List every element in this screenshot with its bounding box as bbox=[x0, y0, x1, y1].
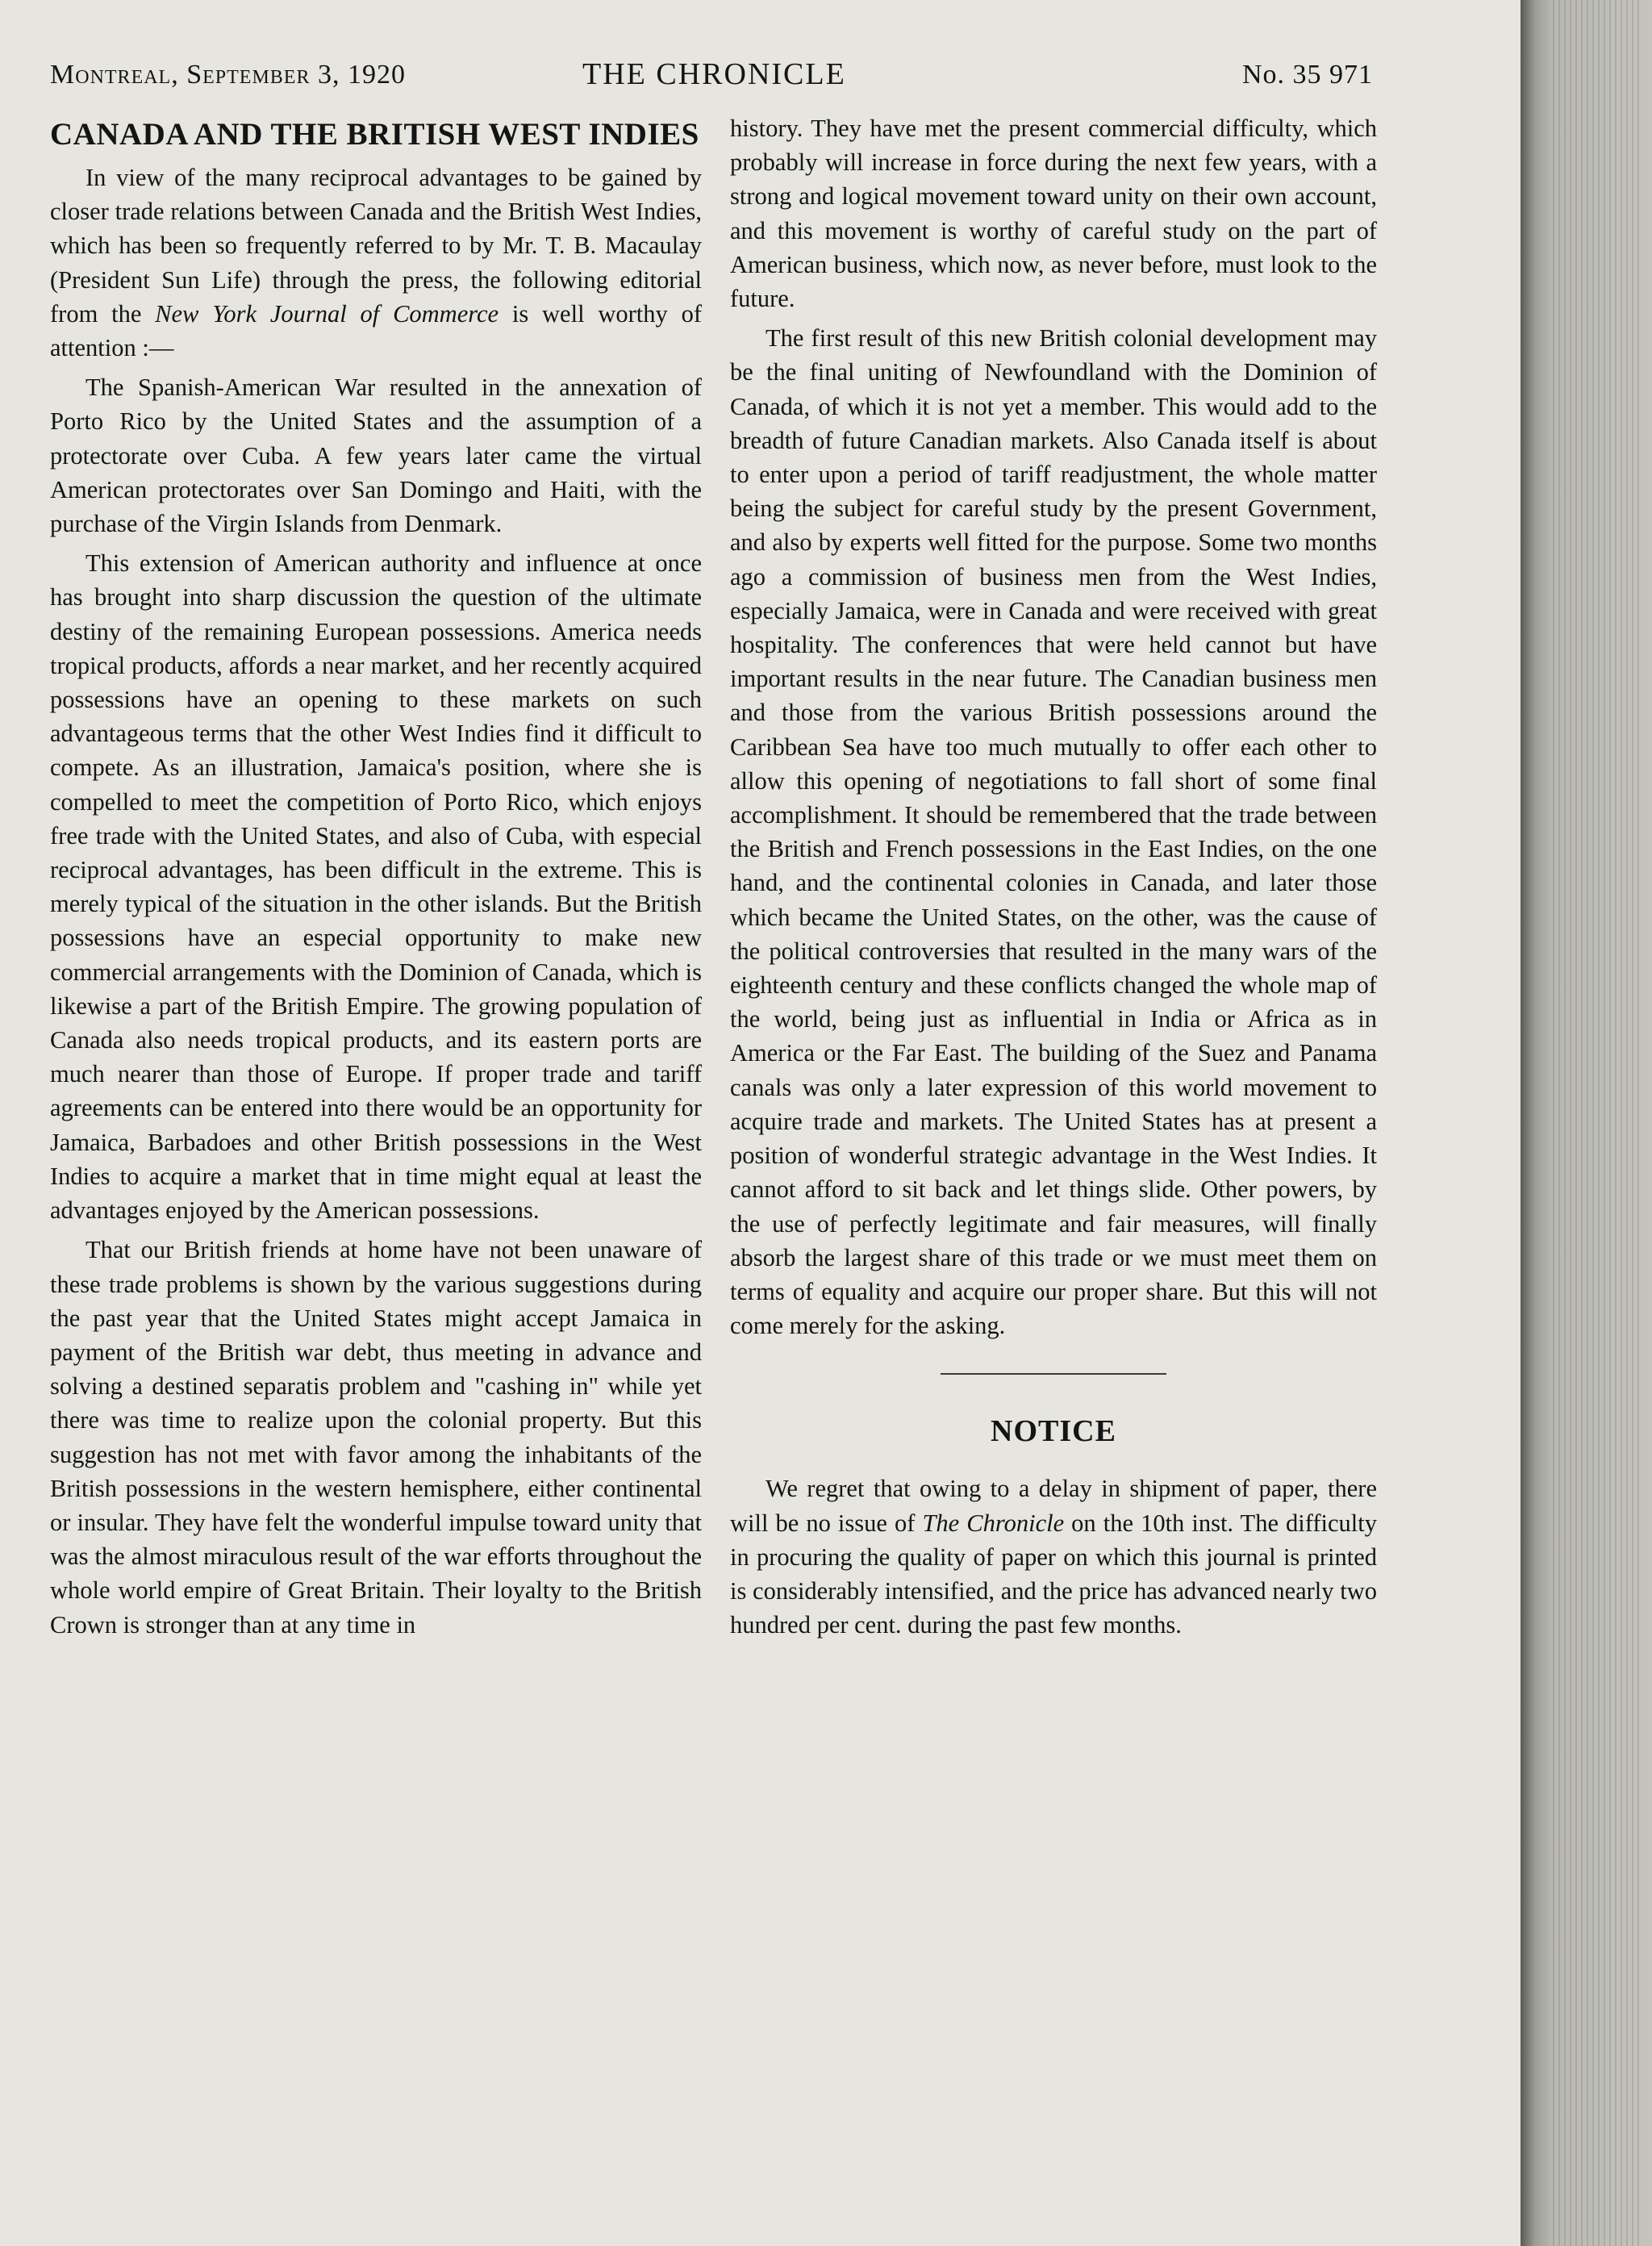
article-paragraph-2: The Spanish-American War resulted in the annexation of Porto Rico by the United States and the assumption of a protectorate over Cuba. A few years later came the virtual American protectorates over San Domingo and Haiti, with the purchase of the Virgin Islands from Denmark. bbox=[50, 374, 702, 538]
header-issue-page: No. 35 971 bbox=[1241, 60, 1373, 90]
section-divider bbox=[941, 1373, 1166, 1375]
header-masthead: THE CHRONICLE bbox=[582, 57, 846, 91]
notice-publication-title: The Chronicle bbox=[922, 1509, 1065, 1537]
notice-text-end: on the 10th inst. The difficulty in procuring the quality of paper on which this journal is printed is considerably intensified, and the price has advanced nearly two hundred per cent. during the past few months. bbox=[730, 1509, 1377, 1639]
article-paragraph-4-continued: history. They have met the present commercial difficulty, which probably will increase in force during the next few years, with a strong and logical movement toward unity on their own account, and this movement is worthy of careful study on the part of American business, which now, as never before, must look to the future. bbox=[730, 115, 1377, 313]
left-column bbox=[50, 111, 702, 1647]
page-stack-lines bbox=[1553, 0, 1642, 2246]
article-headline: CANADA AND THE BRITISH WEST INDIES bbox=[50, 117, 699, 152]
notice-text-start: We regret that owing to a delay in shipment of paper, there will be no issue of bbox=[730, 1475, 1377, 1537]
running-header bbox=[50, 57, 1373, 100]
notice-paragraph bbox=[730, 1472, 1377, 1642]
book-binding-edge bbox=[1521, 0, 1652, 2246]
intro-text-end: is well worthy of attention :— bbox=[50, 299, 702, 362]
notice-heading: NOTICE bbox=[991, 1414, 1116, 1449]
intro-publication-title: New York Journal of Commerce bbox=[155, 299, 499, 328]
article-paragraph-4: That our British friends at home have not been unaware of these trade problems is shown by the various suggestions during the past year that the United States might accept Jamaica in payment of the British war debt, thus meeting in advance and solving a destined separatis problem and "cashing in" while yet there was time to realize upon the colonial property. But this suggestion has not met with favor among the inhabitants of the British possessions in the western hemisphere, either continental or insular. They have felt the wonderful impulse toward unity that was the almost miraculous result of the war efforts throughout the whole world empire of Great Britain. Their loyalty to the British Crown is stronger than at any time in bbox=[50, 1236, 702, 1639]
article-intro-paragraph bbox=[50, 161, 702, 365]
article-paragraph-3: This extension of American authority and influence at once has brought into sharp discussion the question of the ultimate destiny of the remaining European possessions. America needs tropical products, affords a near market, and her recently acquired possessions have an opening to these markets on such advantageous terms that the other West Indies find it difficult to compete. As an illustration, Jamaica's position, where she is compelled to meet the competition of Porto Rico, which enjoys free trade with the United States, and also of Cuba, with especial reciprocal advantages, has been difficult in the extreme. This is merely typical of the situation in the other islands. But the British possessions have an especial opportunity to make new commercial arrangements with the Dominion of Canada, which is likewise a part of the British Empire. The growing population of Canada also needs tropical products, and its eastern ports are much nearer than those of Europe. If proper trade and tariff agreements can be entered into there would be an opportunity for Jamaica, Barbadoes and other British possessions in the West Indies to acquire a market that in time might equal at least the advantages enjoyed by the American possessions. bbox=[50, 549, 702, 1225]
article-paragraph-5: The first result of this new British colonial development may be the final uniting of Newfoundland with the Dominion of Canada, of which it is not yet a member. This would add to the breadth of future Canadian markets. Also Canada itself is about to enter upon a period of tariff readjustment, the whole matter being the subject for careful study by the present Government, and also by experts well fitted for the purpose. Some two months ago a commission of business men from the West Indies, especially Jamaica, were in Canada and were received with great hospitality. The conferences that were held cannot but have important results in the near future. The Canadian business men and those from the various British possessions around the Caribbean Sea have too much mutually to offer each other to allow this opening of negotiations to fall short of some final accomplishment. It should be remembered that the trade between the British and French possessions in the East Indies, on the one hand, and the continental colonies in Canada, and later those which became the United States, on the other, was the cause of the political controversies that resulted in the many wars of the eighteenth century and these conflicts changed the whole map of the world, being just as influential in India or Africa as in America or the Far East. The building of the Suez and Panama canals was only a later expression of this world movement to acquire trade and markets. The United States has at present a position of wonderful strategic advantage in the West Indies. It cannot afford to sit back and let things slide. Other powers, by the use of perfectly legitimate and fair measures, will finally absorb the largest share of this trade or we must meet them on terms of equality and acquire our proper share. But this will not come merely for the asking. bbox=[730, 324, 1377, 1340]
right-column bbox=[730, 111, 1377, 1647]
intro-text-start: In view of the many reciprocal advantages to be gained by closer trade relations between Canada and the British West Indies, which has been so frequently referred to by Mr. T. B. Macaulay (President Sun Life) through the press, the following editorial from the bbox=[50, 164, 702, 328]
header-dateline: Montreal, September 3, 1920 bbox=[50, 60, 406, 90]
